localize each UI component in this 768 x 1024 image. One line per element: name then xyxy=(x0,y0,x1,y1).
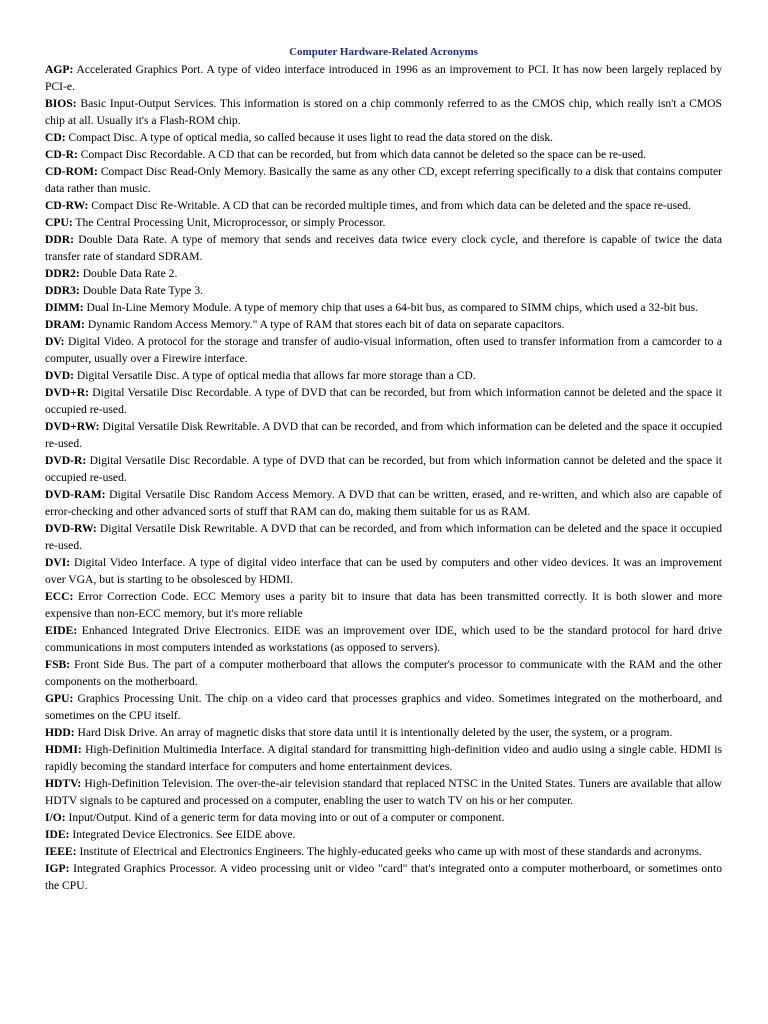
acronym-term: CD: xyxy=(45,131,66,144)
acronym-term: CD-RW: xyxy=(45,199,89,212)
acronym-term: CPU: xyxy=(45,216,73,229)
acronym-entry xyxy=(45,656,722,690)
acronym-entry xyxy=(45,384,722,418)
acronym-term: CD-ROM: xyxy=(45,165,98,178)
acronym-term: DVD+R: xyxy=(45,386,89,399)
acronym-term: DDR3: xyxy=(45,284,80,297)
acronym-entry xyxy=(45,61,722,95)
acronym-definition: Digital Versatile Disk Rewritable. A DVD that can be recorded, and from which information can be deleted and the space it occupied re-used. xyxy=(45,420,722,450)
acronym-definition: Compact Disc Recordable. A CD that can be recorded, but from which data cannot be deleted so the space can be re-used. xyxy=(80,148,647,161)
acronym-definition: High-Definition Television. The over-the-air television standard that replaced NTSC in the United States. Tuners are available that allow HDTV signals to be captured and processed on a computer, enabling the user to watch TV on his or her computer. xyxy=(45,777,722,807)
acronym-definition: Front Side Bus. The part of a computer motherboard that allows the computer's processor to communicate with the RAM and the other components on the motherboard. xyxy=(45,658,722,688)
acronym-entry xyxy=(45,299,722,316)
acronym-definition: Compact Disc Re-Writable. A CD that can be recorded multiple times, and from which data can be deleted and the space re-used. xyxy=(91,199,691,212)
acronym-entry xyxy=(45,367,722,384)
acronym-entry xyxy=(45,163,722,197)
acronym-definition: Dynamic Random Access Memory." A type of RAM that stores each bit of data on separate capacitors. xyxy=(87,318,565,331)
acronym-definition: Digital Video Interface. A type of digital video interface that can be used by computers and other video devices. It was an improvement over VGA, but is starting to be obsolesced by HDMI. xyxy=(45,556,722,586)
acronym-entry xyxy=(45,95,722,129)
acronym-definition: High-Definition Multimedia Interface. A digital standard for transmitting high-definition video and audio using a single cable. HDMI is rapidly becoming the standard interface for computers and home entertainment devices. xyxy=(45,743,722,773)
acronym-definition: Double Data Rate 2. xyxy=(82,267,178,280)
acronym-definition: Input/Output. Kind of a generic term for data moving into or out of a computer or component. xyxy=(68,811,505,824)
acronym-definition: Integrated Graphics Processor. A video processing unit or video "card" that's integrated onto a computer motherboard, or sometimes onto the CPU. xyxy=(45,862,722,892)
acronym-entry xyxy=(45,809,722,826)
acronym-definition: Compact Disc. A type of optical media, so called because it uses light to read the data stored on the disk. xyxy=(68,131,554,144)
acronym-term: AGP: xyxy=(45,63,74,76)
acronym-term: DVD: xyxy=(45,369,74,382)
acronym-entry xyxy=(45,843,722,860)
acronym-term: IEEE: xyxy=(45,845,77,858)
acronym-definition: Double Data Rate Type 3. xyxy=(82,284,204,297)
document-title: Computer Hardware-Related Acronyms xyxy=(289,46,478,58)
acronym-term: HDD: xyxy=(45,726,75,739)
acronym-definition: Graphics Processing Unit. The chip on a video card that processes graphics and video. Sometimes integrated on the motherboard, and sometimes on the CPU itself. xyxy=(45,692,722,722)
acronym-entry xyxy=(45,826,722,843)
acronym-entry xyxy=(45,333,722,367)
acronym-definition: Digital Versatile Disk Rewritable. A DVD that can be recorded, and from which information can be deleted and the space it occupied re-used. xyxy=(45,522,722,552)
acronym-definition: Accelerated Graphics Port. A type of video interface introduced in 1996 as an improvement to PCI. It has now been largely replaced by PCI-e. xyxy=(45,63,722,93)
acronym-term: DDR2: xyxy=(45,267,80,280)
acronym-term: DVI: xyxy=(45,556,71,569)
acronym-term: DVD-RAM: xyxy=(45,488,106,501)
acronym-definition: Digital Versatile Disc Recordable. A type of DVD that can be recorded, but from which information cannot be deleted and the space it occupied re-used. xyxy=(45,454,723,484)
acronym-definition: Institute of Electrical and Electronics Engineers. The highly-educated geeks who came up with most of these standards and acronyms. xyxy=(79,845,702,858)
acronym-entry xyxy=(45,860,722,894)
acronym-term: EIDE: xyxy=(45,624,78,637)
acronym-entry xyxy=(45,690,722,724)
acronym-term: DV: xyxy=(45,335,65,348)
acronym-term: IGP: xyxy=(45,862,70,875)
acronym-list xyxy=(45,61,722,894)
acronym-term: DVD-R: xyxy=(45,454,87,467)
acronym-definition: Error Correction Code. ECC Memory uses a parity bit to insure that data has been transmitted correctly. It is both slower and more expensive than non-ECC memory, but it's more reliable xyxy=(45,590,722,620)
acronym-definition: Digital Video. A protocol for the storage and transfer of audio-visual information, often used to transfer information from a camcorder to a computer, usually over a Firewire interface. xyxy=(45,335,722,365)
acronym-entry xyxy=(45,282,722,299)
acronym-term: DVD+RW: xyxy=(45,420,100,433)
acronym-entry xyxy=(45,231,722,265)
acronym-definition: Digital Versatile Disc Random Access Memory. A DVD that can be written, erased, and re-written, and which also are capable of error-checking and other advanced sorts of stuff that RAM can do, making them suitable for us as RAM. xyxy=(45,488,722,518)
acronym-term: DIMM: xyxy=(45,301,84,314)
acronym-definition: Double Data Rate. A type of memory that sends and receives data twice every clock cycle, and therefore is capable of twice the data transfer rate of standard SDRAM. xyxy=(45,233,722,263)
acronym-term: HDTV: xyxy=(45,777,82,790)
acronym-definition: Hard Disk Drive. An array of magnetic disks that store data until it is intentionally deleted by the user, the system, or a program. xyxy=(77,726,673,739)
acronym-term: GPU: xyxy=(45,692,74,705)
acronym-definition: Digital Versatile Disc Recordable. A type of DVD that can be recorded, but from which information cannot be deleted and the space it occupied re-used. xyxy=(45,386,722,416)
acronym-entry xyxy=(45,554,722,588)
acronym-term: CD-R: xyxy=(45,148,78,161)
acronym-definition: Dual In-Line Memory Module. A type of memory chip that uses a 64-bit bus, as compared to SIMM chips, which used a 32-bit bus. xyxy=(86,301,699,314)
acronym-definition: Enhanced Integrated Drive Electronics. EIDE was an improvement over IDE, which used to be the standard protocol for hard drive communications in most computers intended as workstations (as opposed to servers). xyxy=(45,624,722,654)
acronym-definition: Digital Versatile Disc. A type of optical media that allows far more storage than a CD. xyxy=(76,369,476,382)
acronym-term: HDMI: xyxy=(45,743,82,756)
acronym-entry xyxy=(45,265,722,282)
acronym-term: IDE: xyxy=(45,828,70,841)
acronym-entry xyxy=(45,724,722,741)
acronym-entry xyxy=(45,316,722,333)
acronym-term: DRAM: xyxy=(45,318,85,331)
acronym-term: I/O: xyxy=(45,811,66,824)
acronym-entry xyxy=(45,214,722,231)
acronym-entry xyxy=(45,775,722,809)
acronym-entry xyxy=(45,486,722,520)
acronym-term: FSB: xyxy=(45,658,71,671)
acronym-definition: The Central Processing Unit, Microprocessor, or simply Processor. xyxy=(75,216,386,229)
acronym-definition: Compact Disc Read-Only Memory. Basically the same as any other CD, except referring specifically to a disk that contains computer data rather than music. xyxy=(45,165,722,195)
acronym-entry xyxy=(45,129,722,146)
acronym-entry xyxy=(45,146,722,163)
acronym-definition: Integrated Device Electronics. See EIDE above. xyxy=(72,828,296,841)
acronym-term: BIOS: xyxy=(45,97,77,110)
acronym-entry xyxy=(45,741,722,775)
acronym-entry xyxy=(45,197,722,214)
acronym-entry xyxy=(45,622,722,656)
acronym-entry xyxy=(45,588,722,622)
acronym-entry xyxy=(45,520,722,554)
acronym-entry xyxy=(45,452,722,486)
acronym-definition: Basic Input-Output Services. This information is stored on a chip commonly referred to as the CMOS chip, which really isn't a CMOS chip at all. Usually it's a Flash-ROM chip. xyxy=(45,97,722,127)
acronym-term: DDR: xyxy=(45,233,74,246)
acronym-entry xyxy=(45,418,722,452)
acronym-term: ECC: xyxy=(45,590,74,603)
acronym-term: DVD-RW: xyxy=(45,522,97,535)
